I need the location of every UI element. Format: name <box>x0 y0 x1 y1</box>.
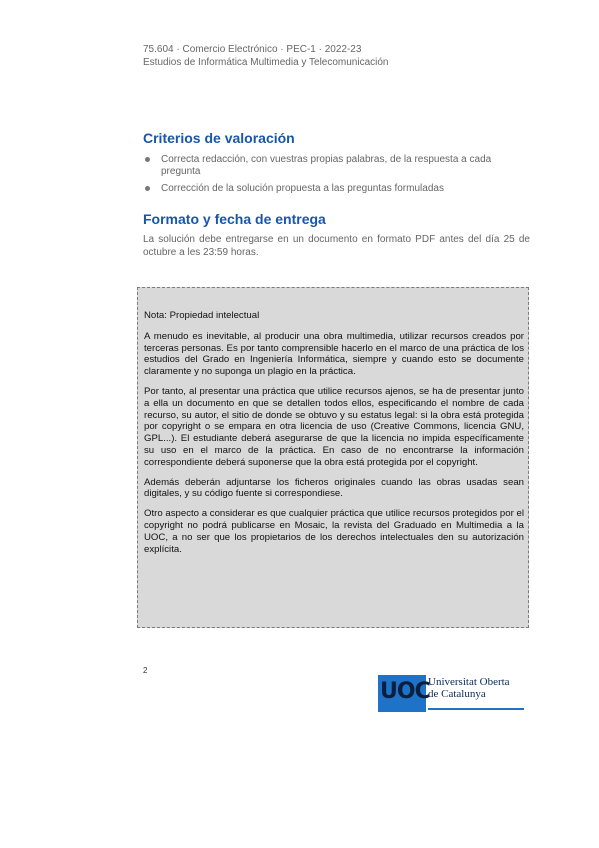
note-paragraph: Otro aspecto a considerar es que cualquier práctica que utilice recursos protegidos por el copyright no podrá publicarse en Mosaic, la revista del Graduado en Multimedia a la UOC, a no ser que los propietarios de los derechos intelectuales den su autorización explícita. <box>144 508 524 555</box>
list-item: Corrección de la solución propuesta a las preguntas formuladas <box>143 183 533 195</box>
formato-heading: Formato y fecha de entrega <box>143 211 326 227</box>
uoc-logo-text <box>428 676 510 700</box>
criterios-heading: Criterios de valoración <box>143 130 295 146</box>
studies-line: Estudios de Informática Multimedia y Telecomunicación <box>143 57 389 68</box>
page-number: 2 <box>143 666 148 675</box>
formato-text: La solución debe entregarse en un documento en formato PDF antes del día 25 de octubre a les 23:59 horas. <box>143 234 530 258</box>
page-header <box>143 43 389 69</box>
logo-line-1: Universitat Oberta <box>428 676 510 688</box>
logo-underline <box>428 708 524 710</box>
logo-line-2: de Catalunya <box>428 688 486 700</box>
uoc-logo-letters: UOC <box>380 679 430 704</box>
note-paragraph: A menudo es inevitable, al producir una obra multimedia, utilizar recursos creados por terceras personas. Es por tanto comprensible hacerlo en el marco de una práctica de los estudios del Grado en Ingeniería Informática, siempre y cuando esto se documente claramente y no suponga un plagio en la práctica. <box>144 330 524 378</box>
uoc-logo <box>378 673 526 713</box>
note-paragraph: Además deberán adjuntarse los ficheros originales cuando las obras usadas sean digitales, y su código fuente si correspondiese. <box>144 476 524 500</box>
intellectual-property-note <box>137 287 529 628</box>
list-item: Correcta redacción, con vuestras propias palabras, de la respuesta a cada pregunta <box>143 154 533 178</box>
note-title: Nota: Propiedad intelectual <box>144 310 260 321</box>
uoc-logo-mark <box>378 675 430 712</box>
course-line: 75.604 · Comercio Electrónico · PEC-1 · 2022-23 <box>143 44 362 55</box>
note-paragraph: Por tanto, al presentar una práctica que utilice recursos ajenos, se ha de presentar junto a ella un documento en que se detallen todos ellos, especificando el nombre de cada recurso, su autor, el sitio de donde se obtuvo y su estatus legal: si la obra está protegida por copyright o se empara en otra licencia de uso (Creative Commons, licencia GNU, GPL...). El estudiante deberá asegurarse de que la licencia no impida específicamente su uso en el marco de la práctica. En caso de no encontrarse la información correspondiente deberá suponerse que la obra está protegida por el copyright. <box>144 385 524 468</box>
criterios-list <box>143 154 533 200</box>
